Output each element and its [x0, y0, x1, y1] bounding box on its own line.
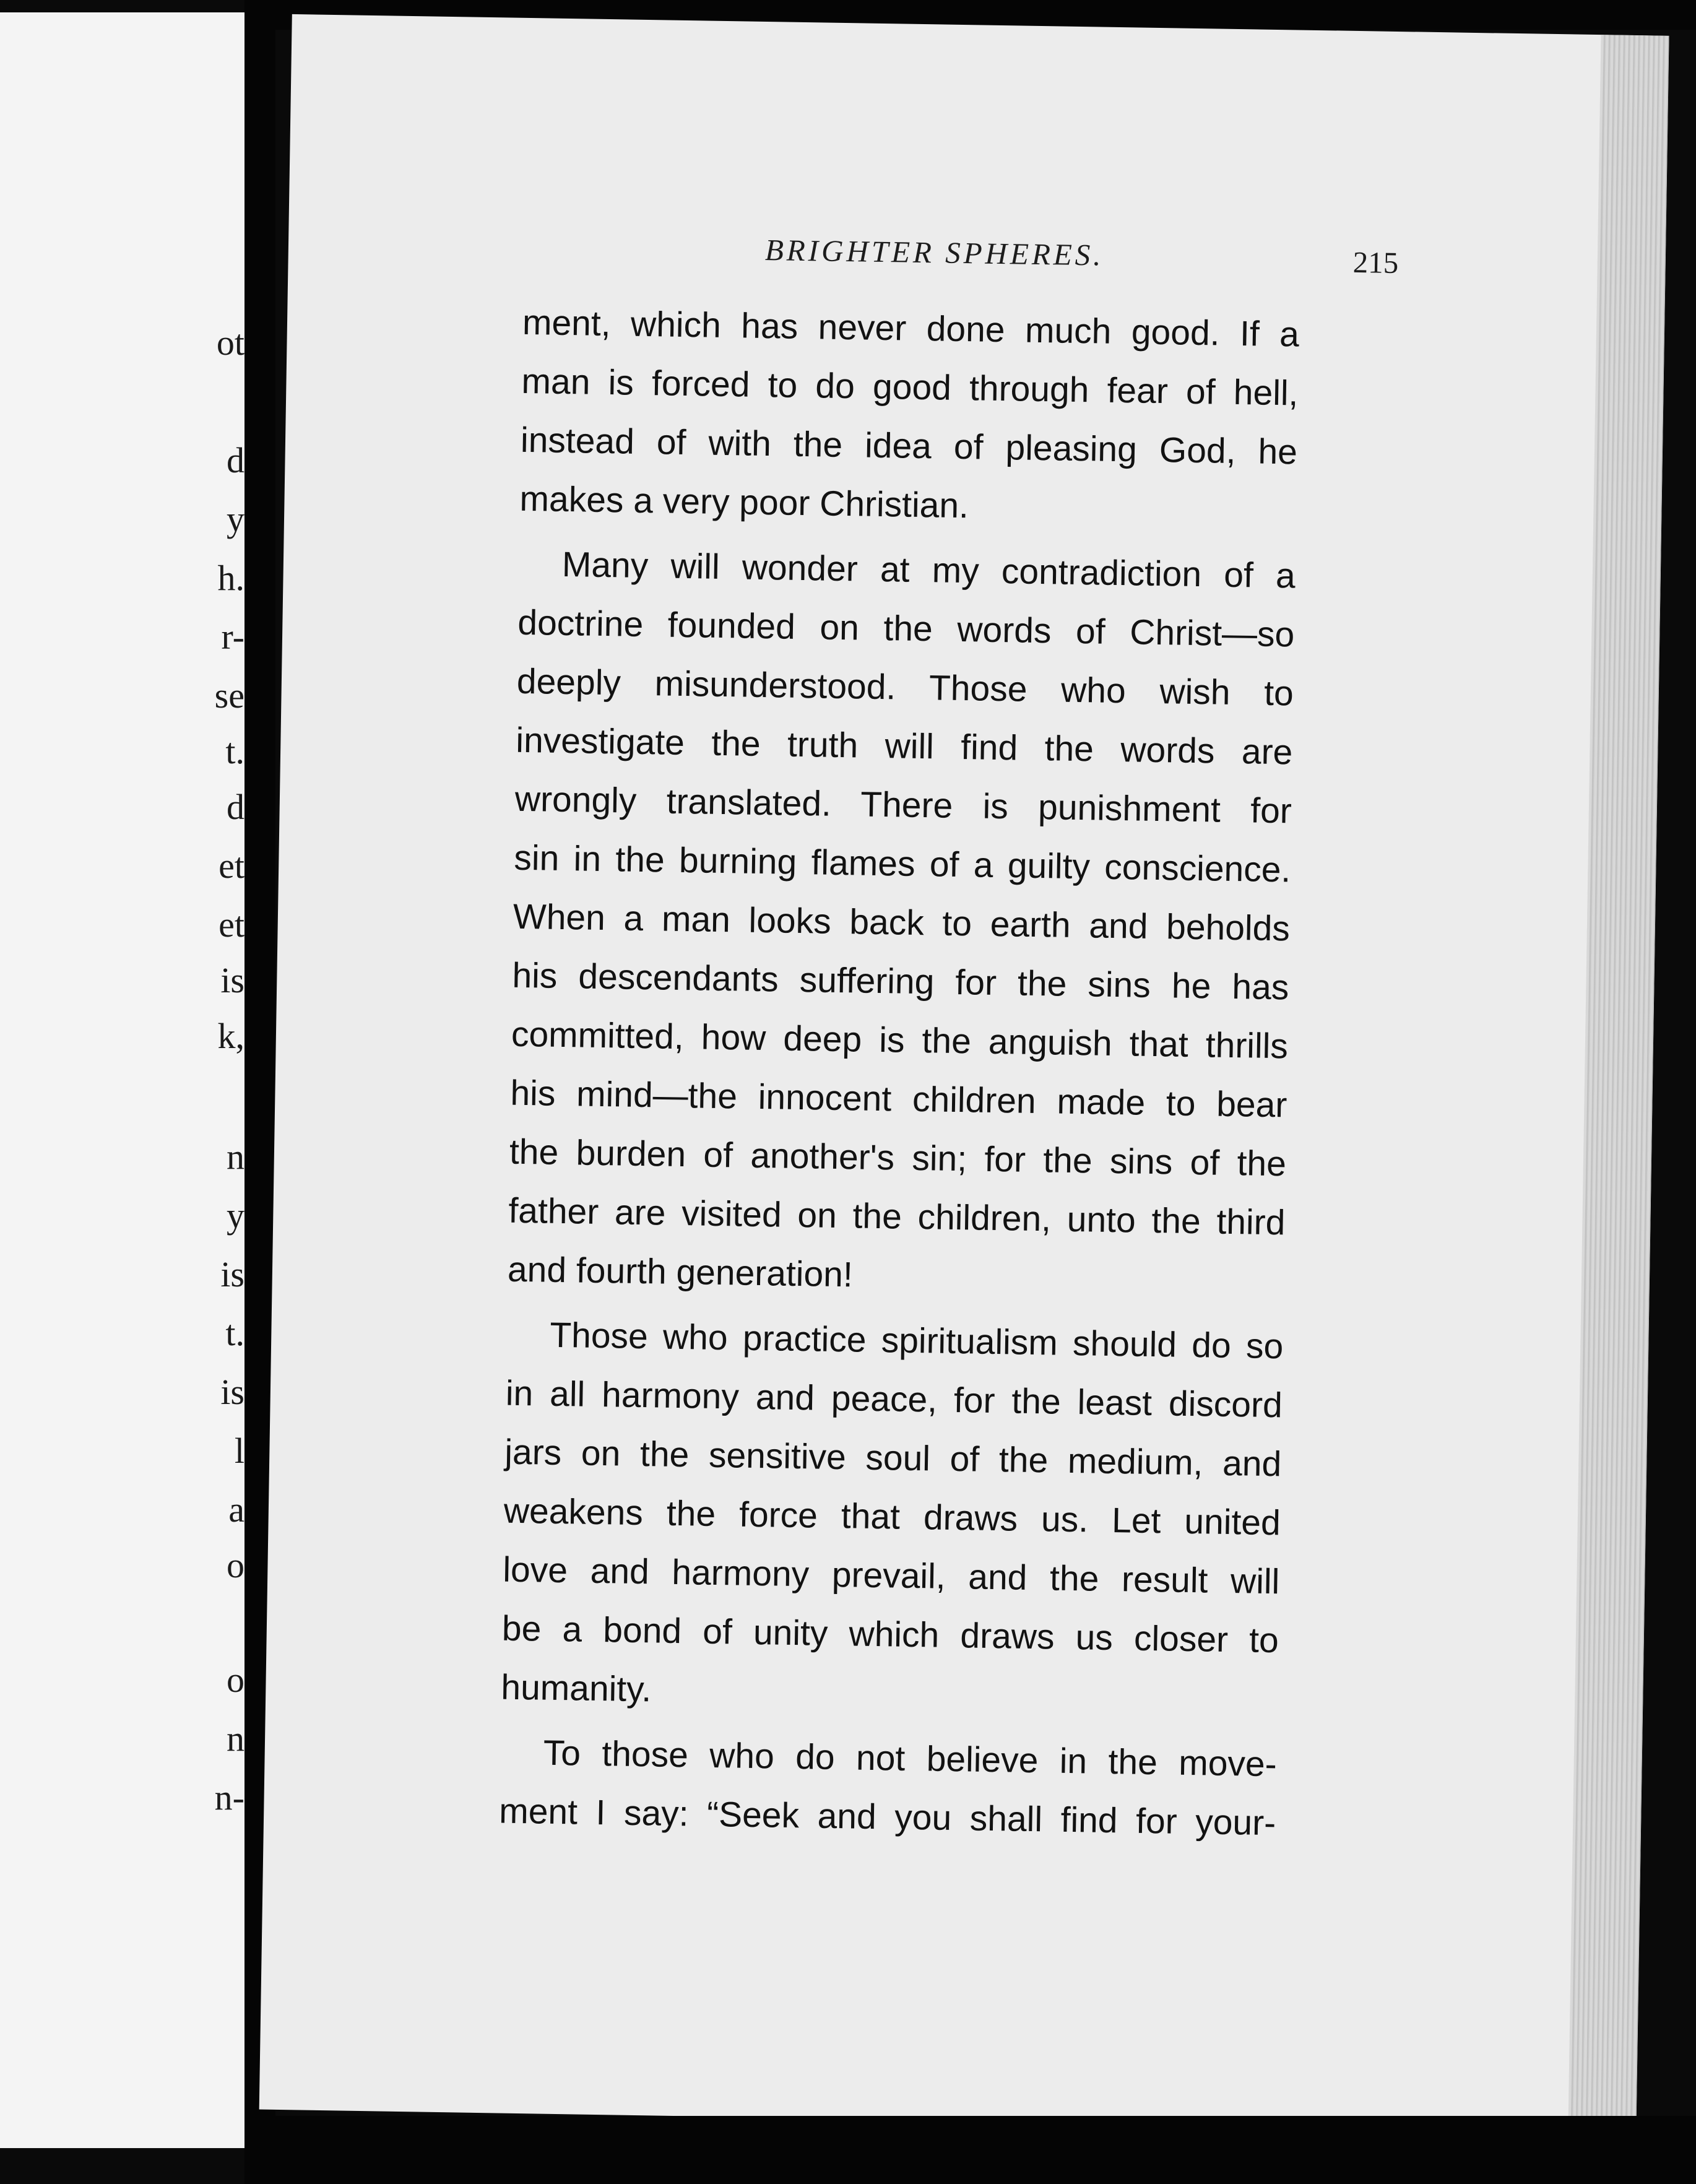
text-line: his descendants suffering for the sins he has: [511, 955, 1289, 1008]
text-line: doctrine founded on the words of Christ—so: [517, 602, 1295, 655]
text-line: in all harmony and peace, for the least discord: [505, 1373, 1283, 1426]
text-line: committed, how deep is the anguish that thrills: [511, 1014, 1289, 1067]
left-fragment: et: [218, 846, 244, 886]
text-line: humanity.: [500, 1667, 652, 1710]
body-text: [498, 293, 1299, 1859]
left-fragment: d: [227, 440, 244, 480]
text-line: makes a very poor Christian.: [519, 479, 969, 526]
left-fragment: l: [234, 1431, 244, 1471]
text-line: the burden of another's sin; for the sins of the: [509, 1132, 1287, 1184]
left-fragment: d: [227, 787, 244, 827]
text-line: Those who practice spiritualism should do so: [549, 1315, 1284, 1367]
left-fragment: n-: [214, 1777, 244, 1818]
text-line: investigate the truth will find the words are: [515, 720, 1293, 773]
page-number: 215: [1352, 245, 1399, 280]
left-fragment: is: [220, 1254, 244, 1294]
text-line: weakens the force that draws us. Let united: [503, 1491, 1281, 1543]
text-line: instead of with the idea of pleasing God, he: [520, 420, 1298, 472]
left-fragment: r-: [221, 617, 244, 657]
left-fragment: y: [227, 499, 244, 539]
text-line: ment I say: “Seek and you shall find for your-: [498, 1791, 1276, 1844]
left-fragment: se: [214, 675, 244, 716]
text-line: his mind—the innocent children made to bear: [510, 1073, 1287, 1125]
bottom-shadow: [275, 2116, 1696, 2184]
left-fragment: n: [227, 1718, 244, 1759]
page-edges: [1568, 35, 1669, 2131]
left-fragment: is: [220, 1372, 244, 1412]
text-line: Many will wonder at my contradiction of a: [561, 544, 1296, 596]
text-line: sin in the burning flames of a guilty conscience.: [513, 838, 1291, 890]
left-fragment: h.: [217, 558, 244, 598]
text-line: be a bond of unity which draws us closer to: [501, 1608, 1279, 1661]
text-line: love and harmony prevail, and the result will: [502, 1549, 1280, 1602]
text-line: To those who do not believe in the move-: [543, 1733, 1278, 1785]
left-fragment: ot: [216, 323, 244, 363]
left-fragment: is: [220, 960, 244, 1000]
left-fragment: et: [218, 904, 244, 945]
left-fragment: n: [227, 1137, 244, 1177]
text-line: deeply misunderstood. Those who wish to: [516, 661, 1294, 714]
paragraph: [499, 1723, 1278, 1853]
left-fragment: t.: [225, 731, 244, 771]
left-fragment: a: [228, 1489, 244, 1530]
text-line: When a man looks back to earth and beholds: [513, 896, 1291, 949]
paragraph: [501, 1306, 1284, 1730]
paragraph: [507, 535, 1296, 1312]
text-line: jars on the sensitive soul of the medium, and: [504, 1432, 1282, 1484]
text-line: father are visited on the children, unto the third: [508, 1190, 1286, 1243]
left-page: [0, 12, 244, 2148]
paragraph: [519, 293, 1300, 541]
text-line: wrongly translated. There is punishment for: [514, 779, 1292, 831]
left-fragment: t.: [225, 1313, 244, 1353]
running-head: BRIGHTER SPHERES.: [764, 232, 1105, 272]
text-line: and fourth generation!: [507, 1249, 854, 1295]
left-fragment: o: [227, 1545, 244, 1585]
left-fragment: k,: [217, 1016, 244, 1056]
text-line: ment, which has never done much good. If a: [522, 302, 1300, 355]
left-fragment: o: [227, 1660, 244, 1700]
left-fragment: y: [227, 1195, 244, 1236]
right-page: [259, 14, 1669, 2131]
text-line: man is forced to do good through fear of hell,: [521, 361, 1299, 414]
